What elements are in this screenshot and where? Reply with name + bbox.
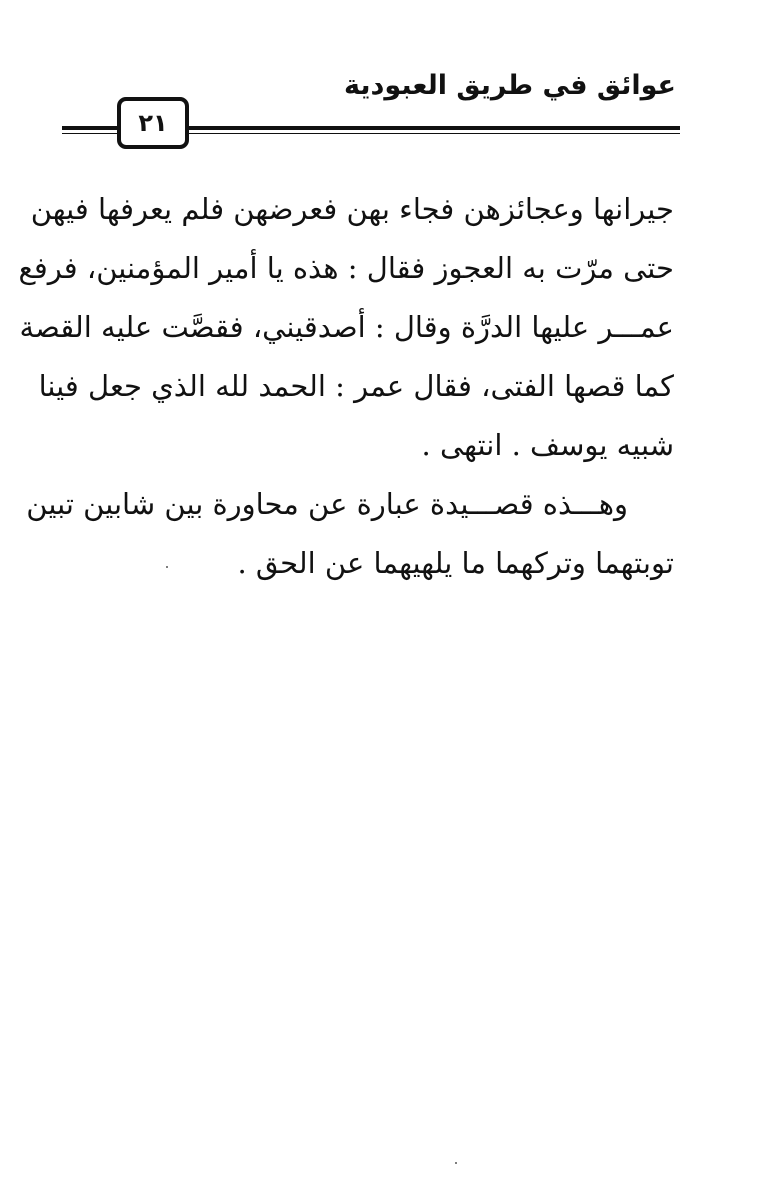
ink-speck — [455, 1162, 457, 1164]
page-number: ٢١ — [117, 97, 189, 149]
body-text — [18, 180, 674, 593]
text-line: عمـــر عليها الدرَّة وقال : أصدقيني، فقصَّت عليه القصة — [19, 310, 674, 344]
text-line: وهـــذه قصـــيدة عبارة عن محاورة بين شابين تبين — [26, 487, 628, 521]
ink-speck — [166, 566, 168, 568]
text-line: حتى مرّت به العجوز فقال : هذه يا أمير المؤمنين، فرفع — [18, 251, 674, 285]
text-line: كما قصها الفتى، فقال عمر : الحمد لله الذي جعل فينا — [38, 369, 674, 403]
text-line: توبتهما وتركهما ما يلهيهما عن الحق . — [237, 546, 674, 580]
text-line: شبيه يوسف . انتهى . — [421, 428, 674, 462]
text-line: جيرانها وعجائزهن فجاء بهن فعرضهن فلم يعرفها فيهن — [30, 192, 674, 226]
running-title: عوائق في طريق العبودية — [344, 70, 676, 101]
